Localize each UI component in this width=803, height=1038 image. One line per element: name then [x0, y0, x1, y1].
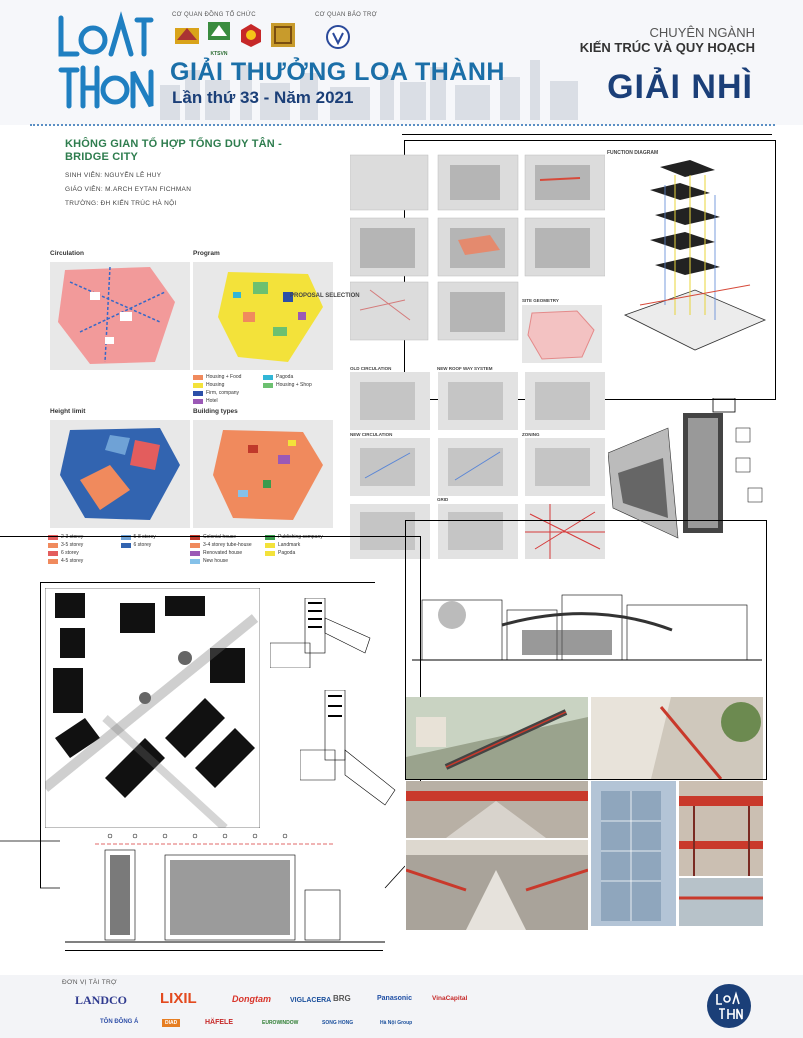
- project-title: KHÔNG GIAN TỔ HỢP TỐNG DUY TÂN - BRIDGE CITY: [65, 138, 283, 163]
- render-photo-aerial: [406, 697, 588, 779]
- floor-plan-upper: [270, 598, 380, 668]
- legend-item: Publishing company: [265, 534, 340, 540]
- legend-item: Pagoda: [265, 550, 340, 556]
- legend-item: 2-3 storey: [48, 534, 121, 540]
- circulation-diagrams-row-2: [350, 438, 605, 496]
- sponsor-eurowindow: EUROWINDOW: [262, 1020, 299, 1026]
- sponsor-panasonic: Panasonic: [377, 995, 413, 1002]
- legend-item: 6 storey: [121, 542, 194, 548]
- legend-item: 4-5 storey: [48, 558, 121, 564]
- legend-item: Hotel: [193, 398, 263, 404]
- height-limit-map: [50, 420, 190, 528]
- new-roof-label: NEW ROOF WAY SYSTEM: [437, 366, 493, 371]
- building-legend: [190, 534, 340, 564]
- sponsor-diad: DIAD: [162, 1019, 180, 1027]
- site-geometry-diagram: [522, 305, 602, 363]
- circulation-diagrams-row-1: [350, 372, 605, 430]
- sponsor-songhong: SONG HONG: [322, 1020, 354, 1026]
- sponsor-brg: BRG: [333, 994, 351, 1003]
- render-photo-walkway-2: [406, 840, 588, 930]
- frame-line: [0, 536, 420, 537]
- organizer-logo-1: [174, 22, 200, 48]
- render-photo-tower: [591, 781, 676, 926]
- function-diagram-label: FUNCTION DIAGRAM: [607, 150, 659, 156]
- teacher-name: GIÁO VIÊN: M.ARCH EYTAN FICHMAN: [65, 186, 192, 193]
- legend-item: 5-8 storey: [121, 534, 194, 540]
- legend-item: Housing: [193, 382, 263, 388]
- legend-item: 6 storey: [48, 550, 121, 556]
- frame-line: [40, 582, 375, 583]
- sponsor-dongtam: Dongtam: [232, 994, 271, 1004]
- frame-line: [65, 950, 383, 951]
- frame-line: [402, 134, 772, 135]
- award-edition: Lần thứ 33 - Năm 2021: [172, 88, 354, 107]
- sponsor-section-label: ĐƠN VỊ TÀI TRỢ: [62, 979, 117, 986]
- circulation-map: [50, 262, 190, 370]
- sponsor-lixil: LIXIL: [160, 990, 197, 1007]
- specialty-line-1: CHUYÊN NGÀNH: [649, 25, 755, 40]
- organizer-logo-3: [238, 22, 264, 48]
- student-name: SINH VIÊN: NGUYỄN LÊ HUY: [65, 172, 162, 179]
- sponsor-viglacera: VIGLACERA: [290, 997, 332, 1004]
- program-map: [193, 262, 333, 370]
- legend-item: Colonial house: [190, 534, 265, 540]
- legend-item: New house: [190, 558, 265, 564]
- function-diagram: [620, 155, 770, 370]
- sponsor-hanoigroup: Hà Nội Group: [380, 1020, 413, 1026]
- footer-loa-thanh-logo: [705, 982, 753, 1030]
- legend-item: 3-5 storey: [48, 542, 121, 548]
- new-circulation-label: NEW CIRCULATION: [350, 432, 393, 437]
- program-label: Program: [193, 250, 220, 257]
- patron-logo: [325, 24, 351, 50]
- height-limit-label: Height limit: [50, 408, 86, 415]
- building-types-label: Building types: [193, 408, 238, 415]
- render-photo-bridge: [679, 781, 763, 876]
- zoning-label: ZONING: [522, 432, 540, 437]
- organizer-logo-2: [206, 20, 232, 57]
- render-photo-walkway-1: [406, 781, 588, 838]
- render-photo-stair: [591, 697, 763, 779]
- specialty-block: [580, 25, 755, 55]
- grid-label: GRID: [437, 497, 449, 502]
- sponsor-tondonga: TÔN ĐÔNG Á: [100, 1019, 139, 1025]
- organizer-logo-4: [270, 22, 296, 48]
- award-rank: GIẢI NHÌ: [607, 68, 753, 106]
- loa-thanh-logo: [55, 10, 155, 110]
- school-name: TRƯỜNG: ĐH KIẾN TRÚC HÀ NỘI: [65, 200, 177, 207]
- poster-footer: [0, 975, 803, 1038]
- legend-item: Pagoda: [263, 374, 333, 380]
- organizer-label: CƠ QUAN ĐỒNG TỔ CHỨC: [172, 12, 256, 18]
- cross-section-drawing: [412, 590, 762, 675]
- site-plan-drawing: [45, 588, 260, 828]
- legend-item: 3-4 storey tube-house: [190, 542, 265, 548]
- building-types-map: [193, 420, 333, 528]
- floor-plan-lower: [300, 690, 400, 820]
- site-geometry-label: SITE GEOMETRY: [522, 298, 559, 303]
- legend-item: Housing + Shop: [263, 382, 333, 388]
- legend-item: Landmark: [265, 542, 340, 548]
- legend-item: Renovated house: [190, 550, 265, 556]
- sponsor-label: CƠ QUAN BẢO TRỢ: [315, 12, 378, 18]
- height-legend: [48, 534, 193, 564]
- header-divider: [30, 124, 775, 126]
- sponsor-vinacapital: VinaCapital: [432, 995, 468, 1002]
- sponsor-hafele: HÄFELE: [205, 1019, 233, 1026]
- old-circulation-label: OLD CIRCULATION: [350, 366, 392, 371]
- render-photo-detail: [679, 878, 763, 926]
- proposal-selection-label: PROPOSAL SELECTION: [290, 293, 360, 299]
- connector-lines: [0, 836, 405, 896]
- organizer-logo-2-caption: KTSVN: [210, 51, 228, 57]
- circulation-label: Circulation: [50, 250, 84, 257]
- award-program-title: GIẢI THƯỞNG LOA THÀNH: [170, 58, 505, 86]
- legend-item: Housing + Food: [193, 374, 263, 380]
- specialty-line-2: KIẾN TRÚC VÀ QUY HOẠCH: [579, 40, 755, 55]
- sponsor-landco: LANDCO: [75, 993, 128, 1007]
- program-legend: [193, 374, 333, 404]
- legend-item: Firm, company: [193, 390, 263, 396]
- poster-header: [0, 0, 803, 125]
